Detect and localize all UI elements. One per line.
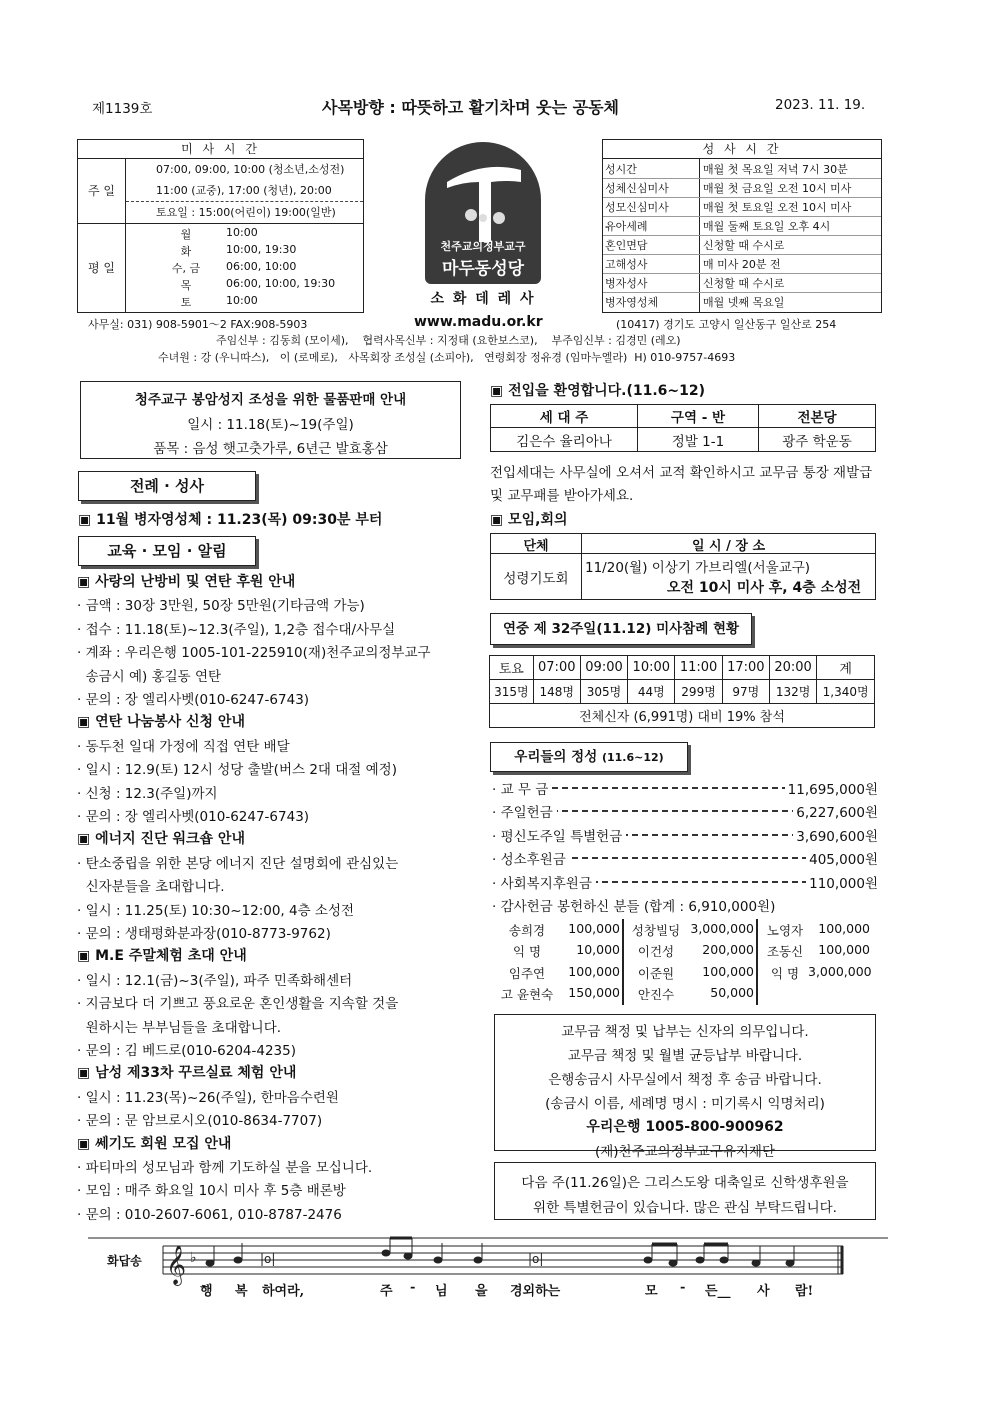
sacrament-time: 매월 둘째 토요일 오후 4시 (703, 220, 831, 233)
welcome-header: 세 대 주 (491, 405, 638, 428)
weekday-time: 10:00 (226, 294, 258, 307)
attendance-title: 연중 제 32주일(11.12) 미사참례 현황 (490, 613, 752, 645)
sacrament-name: 성체신심미사 (605, 182, 669, 195)
list-item: ▣ 연탄 나눔봉사 신청 안내 (77, 714, 245, 731)
list-item: · 지금보다 더 기쁘고 풍요로운 혼인생활을 지속할 것을 (77, 996, 399, 1013)
offering-list (492, 778, 878, 898)
donor-amount: 100,000 (818, 921, 870, 936)
donor-amount: 100,000 (568, 921, 620, 936)
list-item: · 접수 : 11.18(토)~12.3(주일), 1,2층 접수대/사무실 (77, 621, 396, 638)
tithe-box (494, 1014, 876, 1160)
education-section-header: 교육 · 모임 · 알림 (78, 536, 256, 566)
weekday-time: 06:00, 10:00 (226, 260, 297, 273)
attendance-header: 20:00 (769, 656, 816, 680)
donor-amount: 200,000 (702, 942, 754, 958)
sacrament-time: 매 미사 20분 전 (703, 258, 781, 271)
donor-name: 이건성 (637, 944, 675, 960)
lyric-syllable: 든__ (705, 1284, 731, 1299)
attendance-value: 148명 (533, 680, 580, 704)
donor-name: 조동신 (766, 944, 804, 960)
weekday-day: 목 (180, 279, 192, 292)
parish-address: (10417) 경기도 고양시 일산동구 일산로 254 (616, 318, 837, 331)
bank-account: 우리은행 1005-800-900962 (586, 1119, 784, 1135)
pastoral-motto: 사목방향 : 따뜻하고 활기차며 웃는 공동체 (322, 98, 620, 117)
lyric-syllable: 행 (200, 1284, 213, 1299)
office-contact: 사무실: 031) 908-5901～2 FAX:908-5903 (88, 318, 308, 331)
sunday-line-1: 07:00, 09:00, 10:00 (청소년,소성전) (156, 163, 345, 176)
lyric-syllable: - (680, 1280, 686, 1295)
meeting-line-1: 11/20(월) 이상기 가브리엘(서울교구) (585, 560, 811, 576)
list-item: · 일시 : 12.1(금)~3(주일), 파주 민족화해센터 (77, 972, 353, 989)
attendance-header: 17:00 (722, 656, 769, 680)
sisters-line: 수녀원 : 강 (우니따스), 이 (로메로), 사목회장 조성실 (소피아), 연령회장 정유경 (임마누엘라) H) 010-9757-4693 (158, 351, 736, 364)
attendance-header: 토요 (490, 656, 534, 680)
weekday-day: 토 (180, 296, 192, 309)
sale-notice-date: 일시 : 11.18(토)~19(주일) (187, 417, 354, 433)
sacrament-time: 신청할 때 수시로 (703, 277, 785, 290)
list-item: 송금시 예) 홍길동 연탄 (77, 668, 222, 685)
donor-name: 노영자 (766, 923, 804, 938)
lyric-syllable: 람! (795, 1284, 814, 1299)
welcome-cell: 정발 1-1 (638, 428, 759, 452)
sacrament-time: 신청할 때 수시로 (703, 239, 785, 252)
donor-name: 익 명 (512, 944, 542, 960)
sacrament-name: 혼인면담 (605, 239, 648, 252)
donor-amount: 100,000 (818, 942, 870, 958)
thanks-offering-title: · 감사헌금 봉헌하신 분들 (합계 : 6,910,000원) (492, 899, 776, 915)
sacrament-time: 매월 첫 목요일 저녁 7시 30분 (703, 163, 848, 176)
list-item: 원하시는 부부님들을 초대합니다. (77, 1019, 282, 1036)
tithe-line: 교무금 책정 및 월별 균등납부 바랍니다. (567, 1048, 803, 1064)
tithe-line: (송금시 이름, 세례명 명시 : 미기록시 익명처리) (545, 1096, 825, 1112)
lyric-syllable: 모 (645, 1284, 658, 1299)
offering-title (490, 742, 688, 772)
priests-line: 주임신부 : 김동희 (모이세), 협력사목신부 : 지정태 (요한보스코), 부주임신부 : 김경민 (레오) (216, 334, 681, 347)
list-item: · 문의 : 010-2607-6061, 010-8787-2476 (77, 1206, 342, 1223)
donor-name: 송희경 (508, 923, 546, 938)
psalm-label: 화답송 (107, 1254, 142, 1268)
list-item: ▣ 에너지 진단 워크숍 안내 (77, 831, 245, 848)
donor-name: 성창빌딩 (631, 923, 681, 938)
welcome-title: ▣ 전입을 환영합니다.(11.6~12) (490, 383, 706, 399)
donor-name: 안진수 (637, 987, 675, 1003)
attendance-value: 97명 (722, 680, 769, 704)
donor-amount: 100,000 (702, 963, 754, 979)
list-item: ▣ 쎄기도 회원 모집 안내 (77, 1135, 232, 1152)
list-item: · 파티마의 성모님과 함께 기도하실 분을 모십니다. (77, 1160, 373, 1176)
offering-amount: 11,695,000원 (785, 778, 878, 798)
lyric-syllable: 님 (435, 1284, 448, 1299)
donor-name: 익 명 (770, 965, 800, 981)
list-item: · 일시 : 11.25(토) 10:30~12:00, 4층 소성전 (77, 902, 355, 919)
attendance-value: 44명 (628, 680, 675, 704)
offering-name: · 교 무 금 (492, 782, 552, 798)
lyric-syllable: 복 (235, 1284, 248, 1299)
list-item: · 일시 : 11.23(목)~26(주일), 한마음수련원 (77, 1089, 339, 1106)
liturgy-section-header: 전례 · 성사 (78, 471, 256, 501)
psalm-lyrics (0, 1280, 992, 1300)
sale-notice-items: 품목 : 음성 햇고춧가루, 6년근 발효홍삼 (153, 441, 388, 457)
offering-title-period: (11.6~12) (601, 751, 664, 764)
weekday-time: 10:00, 19:30 (226, 243, 297, 256)
list-item: · 문의 : 김 베드로(010-6204-4235) (77, 1043, 297, 1059)
list-item: ▣ 남성 제33차 꾸르실료 체험 안내 (77, 1065, 297, 1082)
tithe-line: (재)천주교의정부교구유지재단 (594, 1144, 776, 1160)
sale-notice-title: 청주교구 봉암성지 조성을 위한 물품판매 안내 (134, 392, 407, 408)
next-week-box (494, 1162, 876, 1220)
list-item: · 동두천 일대 가정에 직접 연탄 배달 (77, 738, 290, 755)
svg-text:|o|: |o| (260, 1252, 276, 1266)
list-item: · 문의 : 문 암브로시오(010-8634-7707) (77, 1113, 323, 1130)
attendance-header: 09:00 (580, 656, 627, 680)
attendance-table (489, 655, 875, 728)
meeting-header: 일 시 / 장 소 (691, 539, 766, 554)
list-item: ▣ 사랑의 난방비 및 연탄 후원 안내 (77, 574, 296, 590)
tithe-line: 교무금 책정 및 납부는 신자의 의무입니다. (561, 1024, 809, 1040)
donor-name: 고 윤현숙 (500, 987, 554, 1003)
list-item: · 탄소중립을 위한 본당 에너지 진단 설명회에 관심있는 (77, 855, 399, 872)
welcome-header: 구역 - 반 (638, 405, 759, 428)
offering-name: · 주일헌금 (492, 805, 557, 821)
sacrament-name: 성시간 (605, 163, 637, 176)
welcome-cell: 광주 학운동 (759, 428, 876, 452)
sacrament-table (602, 139, 882, 313)
list-item: · 문의 : 장 엘리사벳(010-6247-6743) (77, 692, 310, 708)
website-link[interactable]: www.madu.or.kr (414, 314, 543, 330)
svg-text:𝄞: 𝄞 (166, 1245, 187, 1285)
welcome-note-2: 및 교무패를 받아가세요. (490, 488, 634, 504)
tithe-line: 은행송금시 사무실에서 책정 후 송금 바랍니다. (548, 1072, 822, 1088)
meeting-table (490, 533, 876, 600)
offering-amount: 110,000원 (806, 872, 878, 892)
list-item: · 모임 : 매주 화요일 10시 미사 후 5층 배론방 (77, 1183, 346, 1200)
mass-times-table (77, 139, 364, 313)
sacrament-title: 성 사 시 간 (603, 140, 881, 159)
sunday-line-2: 11:00 (교중), 17:00 (청년), 20:00 (126, 180, 363, 202)
mass-times-title: 미 사 시 간 (78, 140, 363, 159)
svg-text:♭: ♭ (190, 1250, 197, 1266)
issue-number: 제1139호 (92, 101, 153, 117)
meeting-header: 단체 (523, 539, 549, 554)
offering-amount: 3,690,600원 (793, 825, 878, 845)
list-item: · 일시 : 12.9(토) 12시 성당 출발(버스 2대 대절 예정) (77, 762, 397, 779)
sacrament-name: 병자성사 (605, 277, 648, 290)
weekday-time: 10:00 (226, 226, 258, 239)
sacrament-name: 유아세례 (605, 220, 648, 233)
sale-notice-box (80, 381, 461, 459)
donor-amount: 3,000,000 (690, 921, 754, 936)
list-item: · 문의 : 장 엘리사벳(010-6247-6743) (77, 809, 310, 825)
welcome-note-1: 전입세대는 사무실에 오셔서 교적 확인하시고 교무금 통장 재발급 (490, 465, 873, 481)
attendance-footer: 전체신자 (6,991명) 대비 19% 참석 (490, 704, 875, 728)
saturday-line: 토요일 : 15:00(어린이) 19:00(일반) (156, 206, 336, 219)
offering-name: · 성소후원금 (492, 852, 570, 868)
next-week-line: 위한 특별헌금이 있습니다. 많은 관심 부탁드립니다. (533, 1200, 837, 1216)
list-item: · 계좌 : 우리은행 1005-101-225910(재)천주교의정부교구 (77, 645, 431, 662)
meeting-title: ▣ 모임,회의 (490, 512, 568, 528)
list-item: · 신청 : 12.3(주일)까지 (77, 785, 218, 802)
attendance-value: 132명 (769, 680, 816, 704)
donor-amount: 150,000 (568, 985, 620, 1001)
attendance-value: 299명 (675, 680, 722, 704)
svg-text:|o|: |o| (528, 1252, 544, 1266)
list-item: · 금액 : 30장 3만원, 50장 5만원(기타금액 가능) (77, 598, 365, 615)
donor-name: 이준원 (637, 965, 675, 981)
sacrament-name: 병자영성체 (605, 296, 659, 309)
lyric-syllable: - (410, 1280, 416, 1295)
lyric-syllable: 사 (757, 1284, 770, 1299)
welcome-table (490, 404, 876, 452)
attendance-value: 315명 (490, 680, 534, 704)
lyric-syllable: 경외하는 (510, 1284, 561, 1299)
weekday-day: 화 (180, 245, 192, 258)
donor-name: 임주연 (508, 965, 546, 981)
welcome-header: 전본당 (759, 405, 876, 428)
meeting-line-2: 오전 10시 미사 후, 4층 소성전 (667, 580, 862, 596)
attendance-header: 계 (817, 656, 875, 680)
donor-amount: 50,000 (710, 985, 754, 1001)
donor-amount: 100,000 (568, 963, 620, 979)
sacrament-time: 매월 첫 금요일 오전 10시 미사 (703, 182, 852, 195)
offering-title-main: 우리들의 정성 (514, 749, 598, 765)
sacrament-time: 매월 넷째 목요일 (703, 296, 785, 309)
church-logo (425, 142, 541, 284)
sunday-times (126, 159, 363, 224)
attendance-header: 07:00 (533, 656, 580, 680)
meeting-group: 성령기도회 (503, 571, 569, 587)
offering-name: · 사회복지후원금 (492, 876, 596, 892)
weekday-day: 월 (180, 228, 192, 241)
sacrament-time: 매월 첫 토요일 오전 10시 미사 (703, 201, 852, 214)
weekday-times (126, 224, 363, 312)
donor-amount: 3,000,000 (808, 963, 872, 979)
weekday-time: 06:00, 10:00, 19:30 (226, 277, 336, 290)
list-item: · 문의 : 생태평화분과장(010-8773-9762) (77, 926, 331, 942)
lyric-syllable: 하여라, (262, 1284, 305, 1299)
offering-amount: 6,227,600원 (793, 801, 878, 821)
diocese-name: 천주교의정부교구 (440, 240, 526, 253)
lyric-syllable: 주 (380, 1284, 393, 1299)
weekday-day: 수, 금 (171, 262, 201, 275)
list-item: ▣ M.E 주말체험 초대 안내 (77, 948, 247, 965)
sunday-label: 주 일 (78, 159, 126, 224)
offering-amount: 405,000원 (806, 848, 878, 868)
attendance-header: 11:00 (675, 656, 722, 680)
patron-saint: 소 화 데 레 사 (430, 291, 536, 307)
attendance-header: 10:00 (628, 656, 675, 680)
lyric-syllable: 을 (475, 1284, 488, 1299)
sick-communion-notice: ▣ 11월 병자영성체 : 11.23(목) 09:30분 부터 (78, 512, 383, 528)
weekday-label: 평 일 (78, 224, 126, 312)
sacrament-name: 성모신심미사 (605, 201, 669, 214)
offering-name: · 평신도주일 특별헌금 (492, 829, 626, 845)
notice-list (77, 571, 462, 1226)
list-item: 신자분들을 초대합니다. (77, 879, 225, 896)
sacrament-name: 고해성사 (605, 258, 648, 271)
next-week-line: 다음 주(11.26일)은 그리스도왕 대축일로 신학생후원을 (521, 1175, 849, 1191)
donor-grid (492, 919, 878, 1007)
bulletin-date: 2023. 11. 19. (775, 97, 866, 113)
attendance-value: 1,340명 (817, 680, 875, 704)
parish-name: 마두동성당 (441, 259, 525, 279)
welcome-cell: 김은수 율리아나 (491, 428, 638, 452)
donor-amount: 10,000 (576, 942, 620, 958)
attendance-value: 305명 (580, 680, 627, 704)
